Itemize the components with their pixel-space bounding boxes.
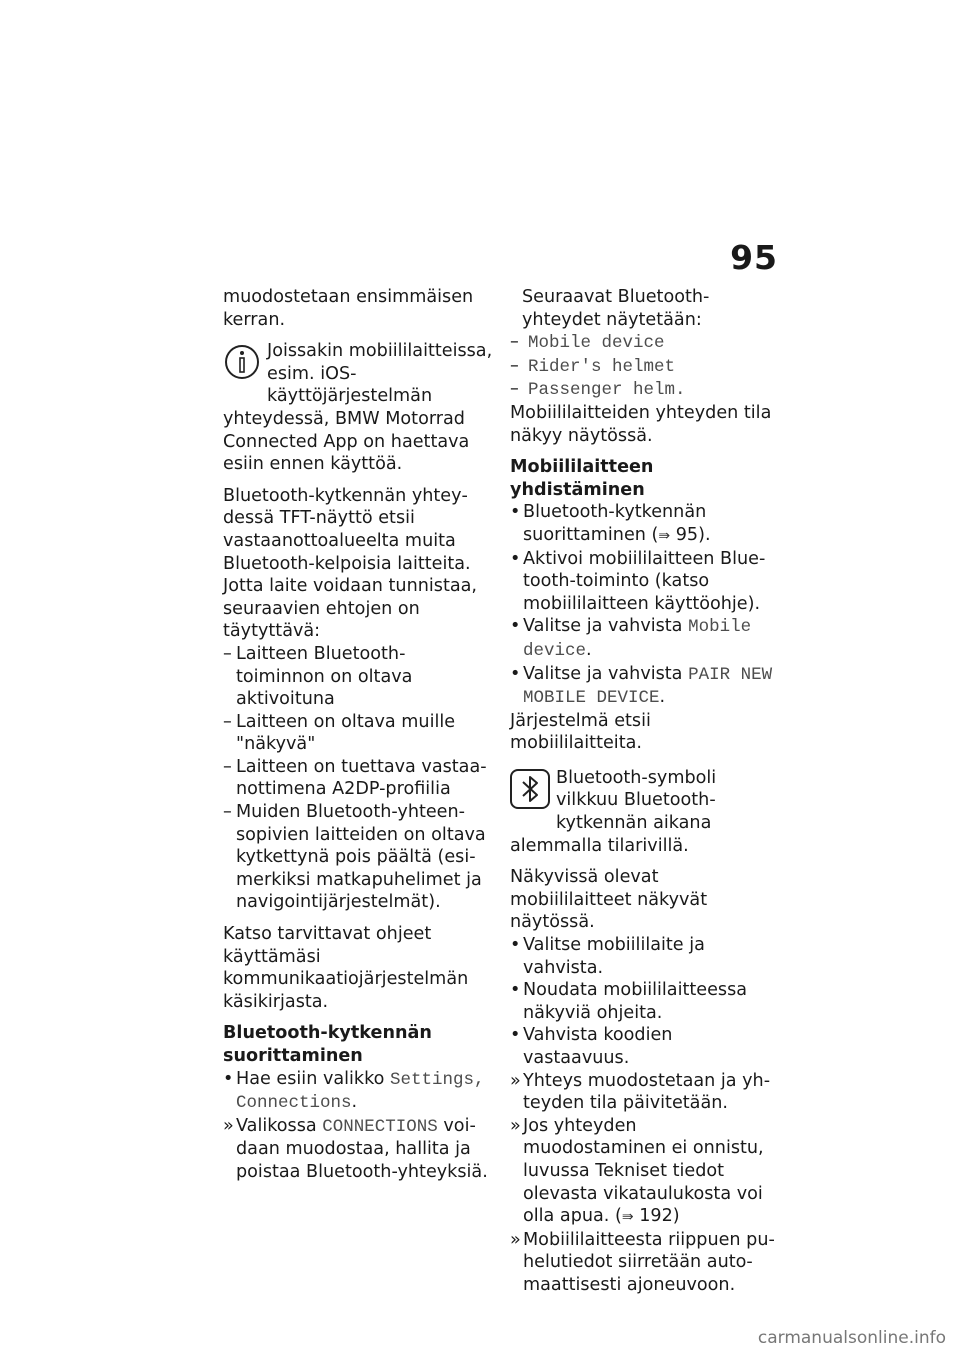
menu-path: Settings, Connections bbox=[236, 1069, 485, 1114]
step-item: • Aktivoi mobiililaitteen Bluetooth-toiminto (katso mobiililaitteen käyttöohje). bbox=[510, 548, 766, 614]
info-note bbox=[223, 340, 493, 476]
list-item: – Laitteen on oltava muille "näkyvä" bbox=[223, 711, 456, 755]
menu-item: Mobile device bbox=[523, 617, 752, 661]
list-item: – Laitteen on tuettava vastaanottimena A2DP-profiilia bbox=[223, 756, 487, 800]
bluetooth-note bbox=[510, 767, 776, 857]
paragraph: Bluetooth-kytkennän yhteydessä TFT-näyttö etsii vastaanottoalueelta muita Bluetooth-kelpoisia laitteita. Jotta laite voidaan tunnistaa, seuraavien ehtojen on täytyttävä: bbox=[223, 485, 477, 642]
bullet-icon: • bbox=[510, 663, 521, 684]
bullet-icon: • bbox=[510, 935, 521, 956]
bullet-icon: • bbox=[510, 616, 521, 637]
bullet-icon: • bbox=[510, 502, 521, 523]
watermark: carmanualsonline.info bbox=[757, 1328, 946, 1348]
menu-name: CONNECTIONS bbox=[322, 1116, 438, 1137]
paragraph: Järjestelmä etsii mobiililaitteita. bbox=[510, 710, 651, 754]
step-item: • Vahvista koodien vastaavuus. bbox=[510, 1025, 673, 1068]
page-ref: 192 bbox=[639, 1206, 673, 1227]
info-note-text: Joissakin mobiililaitteissa, esim. iOS-käyttöjärjestelmän yhteydessä, BMW Motorrad Connected App on haettava esiin ennen käyttöä. bbox=[223, 341, 493, 475]
page-number: 95 bbox=[730, 238, 778, 277]
paragraph: Näkyvissä olevat mobiililaitteet näkyvät näytössä. bbox=[510, 867, 708, 933]
paragraph: muodostetaan ensimmäisen kerran. bbox=[223, 287, 474, 330]
bullet-icon: • bbox=[223, 1068, 234, 1089]
step-item: • Valitse ja vahvista Mobile device. bbox=[510, 616, 752, 661]
bullet-icon: • bbox=[510, 548, 521, 569]
list-item: – Muiden Bluetooth-yhteensopivien laitteiden on oltava kytkettynä pois päältä (esimerkiksi matkapuhelimet ja navigointijärjestelmät). bbox=[223, 802, 486, 913]
right-column bbox=[510, 286, 776, 1297]
result-icon: » bbox=[223, 1115, 234, 1136]
bluetooth-icon bbox=[510, 769, 550, 816]
paragraph: Mobiililaitteiden yhteyden tila näkyy näytössä. bbox=[510, 402, 772, 446]
info-icon bbox=[223, 342, 261, 389]
result-item: » Yhteys muodostetaan ja yhteyden tila päivitetään. bbox=[510, 1070, 771, 1114]
left-column bbox=[223, 286, 493, 1184]
step-item: • Bluetooth-kytkennän suorittaminen (⇛ 95). bbox=[510, 501, 776, 547]
bluetooth-note-text: Bluetooth-symboli vilkkuu Bluetooth-kytkennän aikana alemmalla tilarivillä. bbox=[510, 767, 717, 856]
page-ref: 95 bbox=[675, 524, 699, 545]
result-icon: » bbox=[510, 1115, 521, 1136]
list-item: – Mobile device bbox=[510, 332, 665, 354]
step-item: • Valitse mobiililaite ja vahvista. bbox=[510, 935, 705, 978]
step-item: • Valitse ja vahvista PAIR NEW MOBILE DEVICE. bbox=[510, 663, 773, 709]
list-item: – Laitteen Bluetooth-toiminnon on oltava aktivoituna bbox=[223, 643, 413, 710]
bullet-icon: • bbox=[510, 1025, 521, 1046]
bullet-icon: • bbox=[510, 980, 521, 1001]
step-item: • Noudata mobiililaitteessa näkyviä ohjeita. bbox=[510, 980, 748, 1023]
list-item: – Passenger helm. bbox=[510, 379, 686, 401]
paragraph: Seuraavat Bluetooth-yhteydet näytetään: bbox=[522, 287, 710, 330]
section-heading: Bluetooth-kytkennän suorittaminen bbox=[223, 1023, 432, 1066]
paragraph: Katso tarvittavat ohjeet käyttämäsi kommunikaatiojärjestelmän käsikirjasta. bbox=[223, 924, 469, 1012]
result-item: » Mobiililaitteesta riippuen puhelutiedot siirretään automaattisesti ajoneuvoon. bbox=[510, 1229, 775, 1295]
page-ref-arrow-icon: ⇛ bbox=[621, 1209, 634, 1226]
menu-item: PAIR NEW MOBILE DEVICE bbox=[523, 664, 773, 709]
step-item: • Hae esiin valikko Settings, Connections. bbox=[223, 1068, 485, 1114]
section-heading: Mobiililaitteen yhdistäminen bbox=[510, 457, 654, 500]
list-item: – Rider's helmet bbox=[510, 355, 676, 377]
result-icon: » bbox=[510, 1070, 521, 1091]
page-ref-arrow-icon: ⇛ bbox=[658, 527, 671, 544]
result-item: » Valikossa CONNECTIONS voidaan muodostaa, hallita ja poistaa Bluetooth-yhteyksiä. bbox=[223, 1115, 488, 1182]
result-icon: » bbox=[510, 1229, 521, 1250]
result-item: » Jos yhteyden muodostaminen ei onnistu, luvussa Tekniset tiedot olevasta vikataulukosta voi olla apua. (⇛ 192) bbox=[510, 1115, 776, 1229]
